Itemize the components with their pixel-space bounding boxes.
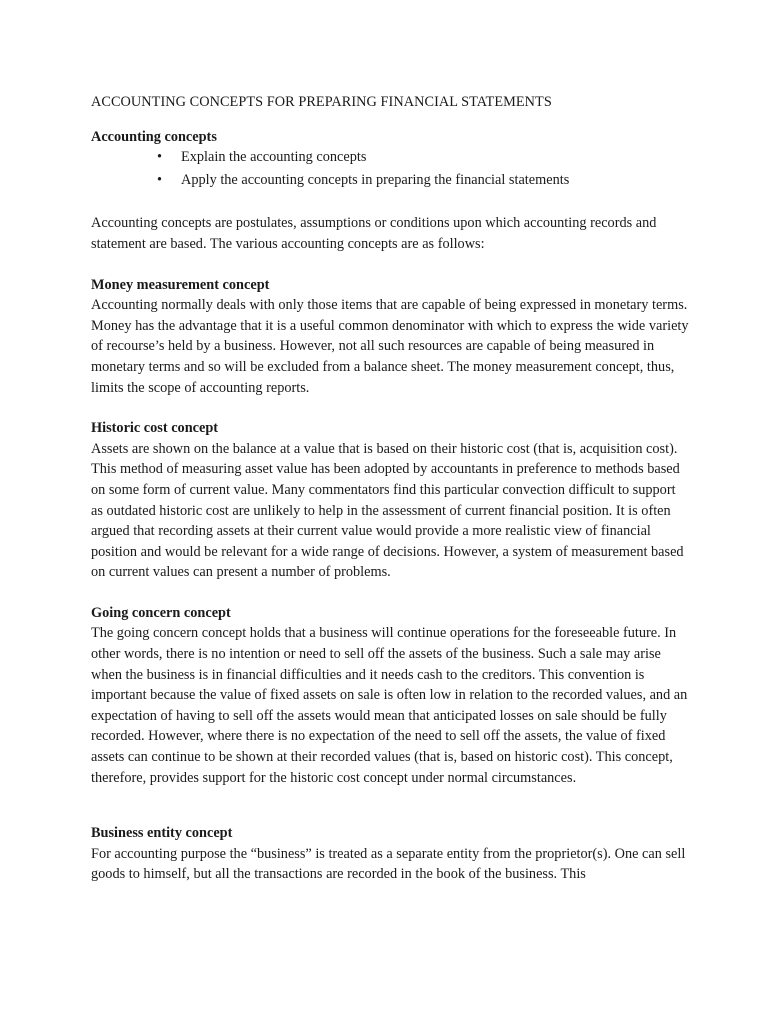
- objectives-list: [91, 147, 691, 190]
- section-heading: Business entity concept: [91, 825, 233, 842]
- objective-text: Explain the accounting concepts: [181, 149, 367, 166]
- section-paragraph: Assets are shown on the balance at a value that is based on their historic cost (that is, acquisition cost). This method of measuring asset value has been adopted by accountants in preference to methods based on some form of current value. Many commentators find this particular convection difficult to support as outdated historic cost are unlikely to help in the assessment of current financial position. It is often argued that recording assets at their current value would provide a more realistic view of financial position and would be relevant for a wide range of decisions. However, a system of measurement based on current values can present a number of problems.: [91, 440, 684, 581]
- section-money-measurement: [91, 275, 691, 399]
- section-heading: Going concern concept: [91, 604, 231, 621]
- objective-item: [157, 147, 691, 168]
- objective-item: [157, 170, 691, 191]
- intro-paragraph: Accounting concepts are postulates, assumptions or conditions upon which accounting records and statement are based. The various accounting concepts are as follows:: [91, 215, 657, 252]
- document-page: [91, 92, 691, 885]
- intro-heading: Accounting concepts: [91, 128, 217, 145]
- section-paragraph: Accounting normally deals with only those items that are capable of being expressed in monetary terms. Money has the advantage that it is a useful common denominator with which to express the wide variety of recourse’s held by a business. However, not all such resources are capable of being measured in monetary terms and so will be excluded from a balance sheet. The money measurement concept, thus, limits the scope of accounting reports.: [91, 297, 689, 396]
- section-historic-cost: [91, 418, 691, 583]
- bullet-icon: •: [157, 149, 163, 166]
- section-heading: Historic cost concept: [91, 420, 219, 437]
- bullet-icon: •: [157, 171, 163, 188]
- section-business-entity: [91, 823, 691, 885]
- document-title: ACCOUNTING CONCEPTS FOR PREPARING FINANCIAL STATEMENTS: [91, 94, 552, 110]
- section-paragraph: The going concern concept holds that a business will continue operations for the foreseeable future. In other words, there is no intention or need to sell off the assets of the business. Such a sale may arise when the business is in financial difficulties and it needs cash to the creditors. This convention is important because the value of fixed assets on sale is often low in relation to the recorded values, and an expectation of having to sell off the assets would mean that anticipated losses on sale should be fully recorded. However, where there is no expectation of the need to sell off the assets, the value of fixed assets can continue to be shown at their recorded values (that is, based on historic cost). This concept, therefore, provides support for the historic cost concept under normal circumstances.: [91, 625, 688, 786]
- section-heading: Money measurement concept: [91, 276, 270, 293]
- objective-text: Apply the accounting concepts in preparing the financial statements: [181, 171, 570, 188]
- section-paragraph: For accounting purpose the “business” is treated as a separate entity from the proprietor(s). One can sell goods to himself, but all the transactions are recorded in the book of the business. This: [91, 845, 686, 883]
- section-going-concern: [91, 603, 691, 788]
